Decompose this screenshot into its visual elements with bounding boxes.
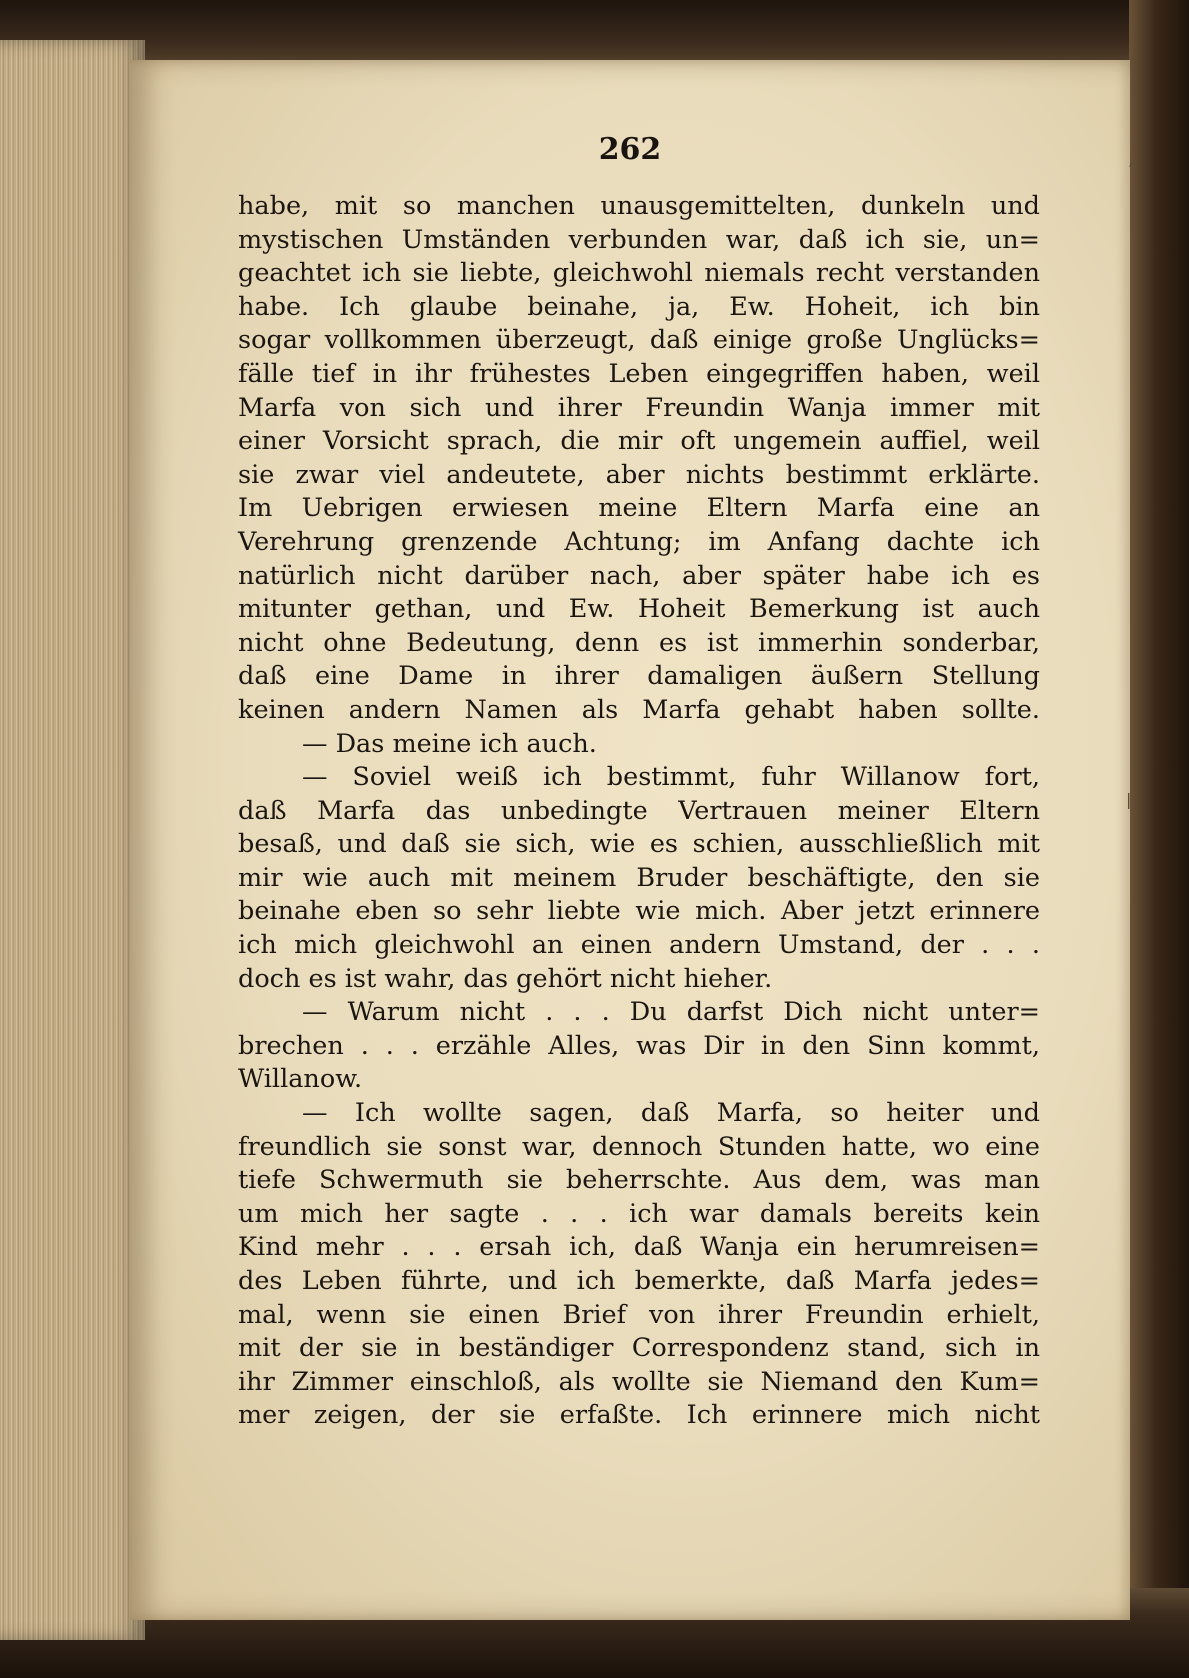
text-line: Im Uebrigen erwiesen meine Eltern Marfa eine an <box>238 493 1040 524</box>
text-line: — Soviel weiß ich bestimmt, fuhr Willanow fort, <box>302 762 1040 793</box>
text-line: geachtet ich sie liebte, gleichwohl niemals recht verstanden <box>238 258 1040 289</box>
text-line: sie zwar viel andeutete, aber nichts bestimmt erklärte. <box>238 459 1040 490</box>
text-line: nicht ohne Bedeutung, denn es ist immerhin sonderbar, <box>238 627 1040 658</box>
text-line: mitunter gethan, und Ew. Hoheit Bemerkung ist auch <box>238 594 1040 625</box>
text-line: Verehrung grenzende Achtung; im Anfang dachte ich <box>238 526 1040 557</box>
text-line: ihr Zimmer einschloß, als wollte sie Niemand den Kum= <box>238 1366 1040 1397</box>
page-text <box>238 190 1040 1433</box>
page-number: 262 <box>598 132 662 167</box>
text-line: um mich her sagte . . . ich war damals bereits kein <box>238 1198 1040 1229</box>
text-line: besaß, und daß sie sich, wie es schien, ausschließlich mit <box>238 829 1040 860</box>
book-page <box>130 60 1130 1620</box>
page-edges <box>0 40 145 1640</box>
text-line: daß Marfa das unbedingte Vertrauen meiner Eltern <box>238 795 1040 826</box>
text-line: fälle tief in ihr frühestes Leben eingegriffen haben, weil <box>238 358 1040 389</box>
text-line: Kind mehr . . . ersah ich, daß Wanja ein herumreisen= <box>238 1232 1040 1263</box>
text-line: freundlich sie sonst war, dennoch Stunden hatte, wo eine <box>238 1131 1040 1162</box>
text-line: doch es ist wahr, das gehört nicht hieher. <box>238 963 773 994</box>
text-line: tiefe Schwermuth sie beherrschte. Aus dem, was man <box>238 1165 1040 1196</box>
text-line: Willanow. <box>238 1064 363 1095</box>
text-line: habe, mit so manchen unausgemittelten, dunkeln und <box>238 191 1040 221</box>
text-line: daß eine Dame in ihrer damaligen äußern Stellung <box>238 661 1040 692</box>
margin-mark: ʼ <box>1128 160 1134 179</box>
text-line: — Warum nicht . . . Du darfst Dich nicht unter= <box>302 997 1040 1028</box>
margin-mark: | <box>1126 790 1132 809</box>
text-line: beinahe eben so sehr liebte wie mich. Aber jetzt erinnere <box>238 896 1040 927</box>
text-line: — Das meine ich auch. <box>302 728 597 759</box>
text-line: brechen . . . erzähle Alles, was Dir in den Sinn kommt, <box>238 1030 1040 1061</box>
text-line: sogar vollkommen überzeugt, daß einige große Unglücks= <box>238 325 1040 356</box>
text-line: mit der sie in beständiger Correspondenz stand, sich in <box>238 1333 1040 1364</box>
text-line: des Leben führte, und ich bemerkte, daß Marfa jedes= <box>238 1266 1040 1296</box>
text-line: Marfa von sich und ihrer Freundin Wanja immer mit <box>238 392 1040 423</box>
text-line: mer zeigen, der sie erfaßte. Ich erinnere mich nicht <box>238 1400 1040 1431</box>
text-line: mal, wenn sie einen Brief von ihrer Freundin erhielt, <box>238 1299 1040 1330</box>
text-line: mystischen Umständen verbunden war, daß ich sie, un= <box>238 224 1040 255</box>
text-line: — Ich wollte sagen, daß Marfa, so heiter und <box>302 1098 1040 1129</box>
text-line: einer Vorsicht sprach, die mir oft ungemein auffiel, weil <box>238 426 1040 457</box>
text-line: keinen andern Namen als Marfa gehabt haben sollte. <box>238 694 1040 725</box>
text-line: ich mich gleichwohl an einen andern Umstand, der . . . <box>238 930 1040 961</box>
text-line: natürlich nicht darüber nach, aber später habe ich es <box>238 560 1040 591</box>
book-cover-right <box>1129 0 1189 1678</box>
text-line: mir wie auch mit meinem Bruder beschäftigte, den sie <box>238 862 1040 893</box>
text-line: habe. Ich glaube beinahe, ja, Ew. Hoheit, ich bin <box>238 291 1040 322</box>
